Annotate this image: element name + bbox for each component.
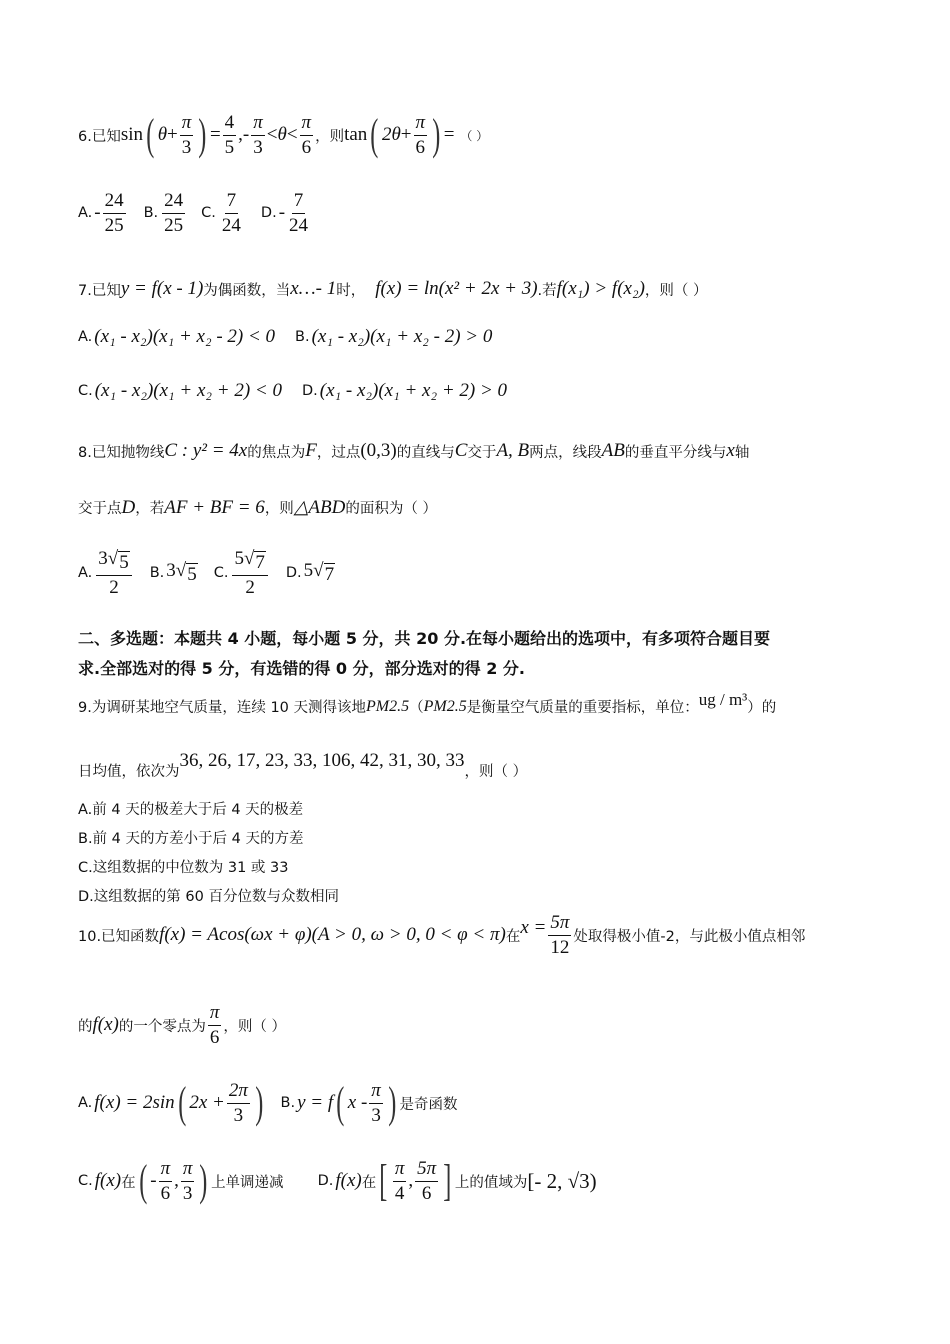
q7-fx-shift: y = f(x - 1) [120,278,204,299]
q8-prefix: 8.已知抛物线 [78,444,165,461]
q10-option-d-rbracket: ] [443,1156,452,1206]
q10-t2: 处取得极小值-2，与此极小值点相邻 [573,928,806,945]
q9-line2-a: 日均值，依次为 [78,764,180,780]
q8-t3: 的直线与 [396,444,455,461]
question-10-stem-line2 [78,1002,286,1049]
q10-prefix: 10.已知函数 [78,928,160,945]
q8-options [78,548,335,599]
q10-line2-b: 的一个零点为 [118,1018,206,1035]
question-8-stem-line2 [78,496,437,519]
q10-frac-5pi-12: $\frac{5\pi}{12}$ [550,912,570,958]
q10-option-d-at: 在 [361,1174,377,1191]
q8-triangle: △ABD [293,497,346,518]
q7-mid1: 为偶函数，当 [203,282,291,299]
q10-option-c-at: 在 [121,1174,136,1191]
q6-lt2: < [286,124,298,146]
q7-mid4: ，则（ ） [644,282,708,299]
q8-line2-b: ，若 [135,501,165,517]
q6-lparen: ( [146,110,155,160]
q10-option-a-frac: $\frac{2\pi}{3}$ [228,1080,248,1126]
q9-option-d-text: D.这组数据的第 60 百分位数与众数相同 [78,889,339,905]
q7-option-b-label[interactable]: B. [295,329,310,345]
section-2-heading-line2 [78,656,525,679]
q10-option-c-lparen: ( [138,1156,147,1206]
q6-option-a-frac: $\frac{24}{25}$ [104,190,124,236]
q9-line1-a: 9.为调研某地空气质量，连续 10 天测得该地 [78,700,367,716]
q6-option-a-sign: - [94,202,101,224]
q10-option-a-rparen: ) [255,1078,264,1128]
q6-theta2: θ [277,124,287,146]
q10-option-d-tail: 上的值域为 [454,1174,528,1191]
q8-option-a-label[interactable]: A. [78,565,93,582]
q8-curve: C : y² = 4x [164,440,248,461]
question-8-stem-line1 [78,440,749,462]
q10-option-d-frac2: $\frac{5\pi}{6}$ [417,1158,437,1204]
q6-tan: tan [344,124,368,146]
q7-ineq: f(x₁) > f(x₂) [556,278,645,299]
q8-AB-points: A, B [496,440,530,461]
q6-theta: θ [157,124,168,146]
q9-option-b-text: B.前 4 天的方差小于后 4 天的方差 [78,831,304,847]
q8-t7: 轴 [734,444,750,461]
question-9-stem-line2 [78,740,527,781]
q6-option-d-frac: $\frac{7}{24}$ [289,190,309,236]
q10-option-c-frac2: $\frac{\pi}{3}$ [182,1158,193,1204]
q9-values: 36, 26, 17, 23, 33, 106, 42, 31, 30, 33 [179,749,465,771]
q6-comma: ,- [238,124,250,146]
q7-option-c-expr: (x₁ - x₂)(x₁ + x₂ + 2) < 0 [94,380,282,401]
q8-option-a-frac: 3√ 5 2 [96,548,131,599]
q7-mid3: .若 [537,282,557,299]
q10-xeq: x = [520,917,547,939]
q8-t6: 的垂直平分线与 [624,444,727,461]
q10-option-d-label[interactable]: D. [317,1173,334,1190]
q10-option-b-frac: $\frac{\pi}{3}$ [371,1080,381,1126]
q10-option-d-frac1: $\frac{\pi}{4}$ [394,1158,405,1204]
q6-frac-pi-3b: $\frac{\pi}{3}$ [253,112,263,158]
q6-option-b-label[interactable]: B. [143,205,159,222]
q8-option-b-expr: 3√ 5 [166,560,197,586]
q7-option-d-label[interactable]: D. [302,383,318,399]
q9-line1-c: 是衡量空气质量的重要指标，单位： [466,700,699,716]
q10-line2-a: 的 [78,1018,93,1035]
q7-cond: x…- 1 [290,278,337,299]
q9-option-a[interactable] [78,798,303,819]
q10-option-c-frac1: $\frac{\pi}{6}$ [160,1158,171,1204]
q9-pm: PM2.5 [366,697,410,715]
q7-options-row1 [78,326,492,348]
q7-option-a-expr: (x₁ - x₂)(x₁ + x₂ - 2) < 0 [94,326,276,347]
q10-option-a-lhs: f(x) = 2sin [94,1092,175,1114]
q9-unit: ug / m³ [698,689,748,709]
q10-options-row2 [78,1158,597,1205]
q6-plus2: + [400,124,412,146]
q9-option-a-text: A.前 4 天的极差大于后 4 天的极差 [78,802,304,818]
q6-option-d-label[interactable]: D. [260,205,277,222]
q6-rparen: ) [198,110,207,160]
q10-options-row1 [78,1080,457,1127]
question-9-stem-line1 [78,689,777,717]
q8-line2-a: 交于点 [78,501,122,517]
q7-option-d-expr: (x₁ - x₂)(x₁ + x₂ + 2) > 0 [319,380,508,401]
q8-option-c-frac: 5√ 7 2 [232,548,267,599]
q8-F: F [305,440,317,461]
q6-prefix: 6.已知 [78,128,121,145]
q6-rparen2: ) [432,110,441,160]
q10-option-c-fx: f(x) [94,1170,122,1192]
q7-option-b-expr: (x₁ - x₂)(x₁ + x₂ - 2) > 0 [311,326,493,347]
section-2-line1: 二、多选题：本题共 4 小题，每小题 5 分，共 20 分.在每小题给出的选项中，有多项符合题目要 [78,629,771,648]
q8-x: x [726,440,735,461]
q10-option-d-lbracket: [ [379,1156,388,1206]
q10-option-b-tail: 是奇函数 [399,1096,458,1113]
q6-eq2: = [443,124,455,146]
q10-option-d-fx: f(x) [335,1170,362,1192]
q8-option-c-label[interactable]: C. [213,565,229,582]
q8-t4: 交于 [467,444,497,461]
q10-option-c-rparen: ) [199,1156,208,1206]
q6-blank: （ ） [460,128,489,143]
q10-t1: 在 [505,928,521,945]
q9-line1-d: ）的 [747,700,777,716]
q10-option-b-label[interactable]: B. [280,1095,296,1112]
q6-option-a-label[interactable]: A. [78,205,93,222]
section-2-line2: 求.全部选对的得 5 分，有选错的得 0 分，部分选对的得 2 分. [78,659,525,678]
q10-frac-pi-6: $\frac{\pi}{6}$ [209,1002,220,1048]
question-7-stem [78,278,708,300]
q10-option-c-neg: - [150,1170,157,1192]
q8-t5: 两点，线段 [529,444,602,461]
q9-line2-b: ，则（ ） [464,764,528,780]
q10-option-b-lhs: y = f [297,1092,334,1114]
q9-option-b[interactable] [78,827,303,848]
q6-option-c-label[interactable]: C. [201,205,216,222]
q10-fdef: f(x) = Acos(ωx + φ)(A > 0, ω > 0, 0 < φ < π) [159,924,506,946]
q6-lt1: < [266,124,278,146]
q7-fx-def: f(x) = ln(x² + 2x + 3) [375,278,538,299]
q6-option-b-frac: $\frac{24}{25}$ [164,190,184,236]
q7-prefix: 7.已知 [78,282,121,299]
q6-sin: sin [120,124,144,146]
q6-option-d-sign: - [278,202,286,224]
q6-eq: = [209,124,221,146]
q9-option-c-text: C.这组数据的中位数为 31 或 33 [78,860,289,876]
q9-pm2: PM2.5 [423,697,467,715]
q7-options-row2 [78,380,507,402]
q7-option-c-label[interactable]: C. [78,383,93,399]
q8-line2-c: ，则 [264,501,294,517]
section-2-heading-line1 [78,626,770,649]
q6-option-c-frac: $\frac{7}{24}$ [221,190,241,236]
q10-fx: f(x) [92,1014,119,1036]
question-6-stem [78,112,488,159]
q6-then: ，则 [315,128,345,145]
q6-two-theta: 2θ [381,124,401,146]
q10-option-b-in: x - [347,1092,368,1114]
q8-C: C [454,440,468,461]
q8-line2-d: 的面积为（ ） [345,501,437,517]
q10-option-a-in: 2x + [189,1092,225,1114]
q10-option-c-label[interactable]: C. [78,1173,93,1190]
q8-t1: 的焦点为 [247,444,306,461]
q8-option-b-label[interactable]: B. [149,565,165,582]
question-10-stem-line1 [78,912,805,959]
q8-option-d-label[interactable]: D. [285,565,302,582]
q6-plus: + [167,124,178,146]
q7-mid2: 时， [336,282,366,299]
q10-option-b-rparen: ) [388,1078,397,1128]
q10-option-a-label[interactable]: A. [78,1095,93,1112]
q8-AB: AB [601,440,625,461]
q10-option-b-lparen: ( [336,1078,345,1128]
q7-option-a-label[interactable]: A. [78,329,93,345]
q6-frac-pi-6b: $\frac{\pi}{6}$ [415,112,426,158]
q6-lparen2: ( [370,110,379,160]
q10-option-c-comma: , [174,1170,179,1192]
q6-frac-pi-6: $\frac{\pi}{6}$ [301,112,312,158]
q9-option-c[interactable] [78,856,288,877]
q8-point: (0,3) [360,440,397,461]
q10-option-d-range: [- 2, √3) [527,1168,597,1193]
q8-option-d-expr: 5√ 7 [303,560,335,586]
q9-line1-b: （ [409,700,424,716]
q10-option-a-lparen: ( [177,1078,187,1128]
q10-option-d-comma: , [408,1170,414,1192]
q6-frac-pi-3: $\frac{\pi}{3}$ [181,112,192,158]
q6-frac-4-5: $\frac{4}{5}$ [224,112,235,158]
q10-line2-c: ，则（ ） [223,1018,287,1035]
q8-D: D [121,496,136,518]
q8-cond: AF + BF = 6 [164,496,265,518]
q6-options [78,190,312,237]
q8-t2: ，过点 [316,444,361,461]
q10-option-c-tail: 上单调递减 [211,1174,284,1191]
q9-option-d[interactable] [78,885,339,906]
